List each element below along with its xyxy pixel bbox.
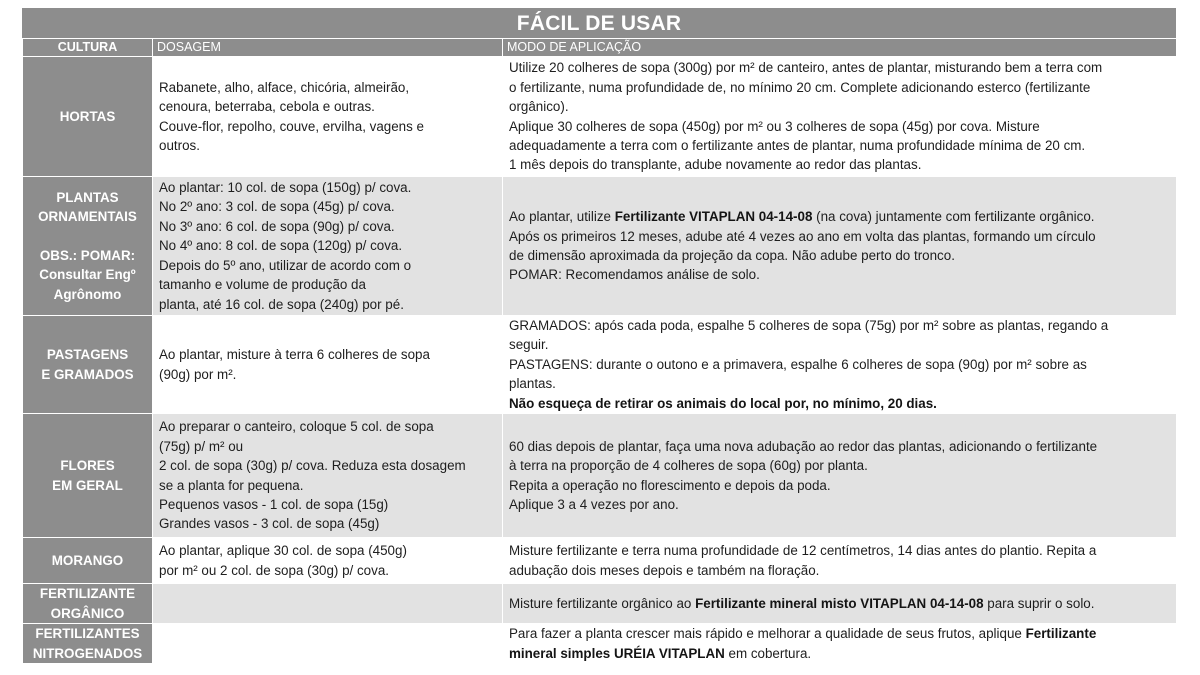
modo-line: plantas. (509, 376, 556, 392)
modo-line: de dimensão aproximada da projeção da copa. Não adube perto do tronco. (509, 248, 955, 263)
dosagem-line: Ao plantar: 10 col. de sopa (150g) p/ cova. (159, 180, 412, 196)
header-dosagem: DOSAGEM (153, 39, 503, 57)
modo-line: Misture fertilizante e terra numa profundidade de 12 centímetros, 14 dias antes do plantio. Repita a (509, 543, 1097, 559)
dosagem-cell (153, 584, 503, 624)
crop-label: MORANGO (51, 552, 124, 568)
modo-cell (503, 316, 1177, 414)
crop-note: Agrônomo (53, 286, 122, 302)
table-row (23, 414, 1177, 538)
modo-text: Misture fertilizante orgânico ao (509, 595, 696, 611)
modo-line: 1 mês depois do transplante, adube novamente ao redor das plantas. (509, 157, 922, 173)
crop-spacer (25, 227, 150, 246)
dosagem-line: No 3º ano: 6 col. de sopa (90g) p/ cova. (159, 218, 395, 234)
dosagem-line: cenoura, beterraba, cebola e outras. (159, 99, 375, 115)
modo-text: Ao plantar, utilize (509, 209, 615, 225)
modo-cell (503, 624, 1177, 664)
crop-cell (23, 414, 153, 538)
dosagem-line: tamanho e volume de produção da (159, 277, 366, 293)
modo-line: seguir. (509, 337, 549, 353)
usage-table-sheet (22, 8, 1176, 664)
modo-line (509, 594, 1170, 613)
modo-line: orgânico). (509, 99, 569, 115)
dosagem-line: Couve-flor, repolho, couve, ervilha, vagens e (159, 118, 424, 134)
table-row (23, 584, 1177, 624)
header-row (23, 39, 1177, 57)
dosagem-line: Ao plantar, aplique 30 col. de sopa (450g) (159, 543, 407, 559)
table-row (23, 177, 1177, 316)
crop-label: HORTAS (59, 108, 116, 124)
modo-line: 60 dias depois de plantar, faça uma nova adubação ao redor das plantas, adicionando o fertilizante (509, 438, 1098, 454)
product-name: Fertilizante (1025, 626, 1097, 642)
dosagem-cell (153, 414, 503, 538)
dosagem-line: Grandes vasos - 3 col. de sopa (45g) (159, 516, 380, 532)
modo-line: adequadamente a terra com o fertilizante antes de plantar, numa profundidade mínima de 20 cm. (509, 137, 1086, 153)
table-row (23, 57, 1177, 177)
crop-cell (23, 624, 153, 664)
dosagem-line: Ao plantar, misture à terra 6 colheres de sopa (159, 347, 430, 363)
dosagem-cell (153, 624, 503, 664)
product-name: mineral simples URÉIA VITAPLAN (509, 645, 725, 661)
crop-note: OBS.: POMAR: (39, 247, 136, 263)
dosagem-line: 2 col. de sopa (30g) p/ cova. Reduza esta dosagem (159, 458, 466, 474)
usage-table (22, 38, 1177, 664)
modo-line (509, 394, 1170, 413)
modo-line: à terra na proporção de 4 colheres de sopa (60g) por planta. (509, 458, 868, 474)
modo-text: (na cova) juntamente com fertilizante orgânico. (812, 209, 1095, 225)
crop-label: EM GERAL (52, 477, 123, 493)
crop-label: E GRAMADOS (41, 366, 134, 382)
dosagem-line: planta, até 16 col. de sopa (240g) por pé. (159, 296, 404, 312)
modo-line: GRAMADOS: após cada poda, espalhe 5 colheres de sopa (75g) por m² sobre as plantas, regando a (509, 318, 1109, 333)
product-name: Fertilizante mineral misto VITAPLAN 04-14-08 (695, 595, 984, 611)
dosagem-cell (153, 316, 503, 414)
modo-line: o fertilizante, numa profundidade de, no mínimo 20 cm. Complete adicionando esterco (fertilizante (509, 79, 1091, 95)
crop-note: Consultar Engº (39, 267, 136, 283)
modo-line (509, 207, 1170, 226)
dosagem-line: Ao preparar o canteiro, coloque 5 col. de sopa (159, 419, 434, 435)
dosagem-line: No 2º ano: 3 col. de sopa (45g) p/ cova. (159, 199, 395, 215)
modo-cell (503, 177, 1177, 316)
modo-line: Utilize 20 colheres de sopa (300g) por m² de canteiro, antes de plantar, misturando bem a terra com (509, 60, 1103, 76)
modo-cell (503, 584, 1177, 624)
modo-line: Aplique 30 colheres de sopa (450g) por m² ou 3 colheres de sopa (45g) por cova. Misture (509, 118, 1040, 134)
dosagem-line: Pequenos vasos - 1 col. de sopa (15g) (159, 496, 389, 512)
modo-cell (503, 57, 1177, 177)
dosagem-line: Rabanete, alho, alface, chicória, almeirão, (159, 79, 410, 95)
crop-label: NITROGENADOS (32, 645, 143, 661)
modo-line: Repita a operação no florescimento e depois da poda. (509, 477, 831, 493)
modo-cell (503, 414, 1177, 538)
dosagem-line: por m² ou 2 col. de sopa (30g) p/ cova. (159, 562, 389, 578)
dosagem-line: Depois do 5º ano, utilizar de acordo com o (159, 257, 412, 273)
dosagem-line: outros. (159, 137, 200, 153)
dosagem-line: se a planta for pequena. (159, 477, 304, 493)
crop-cell (23, 584, 153, 624)
crop-cell (23, 538, 153, 584)
crop-label: FLORES (60, 458, 115, 474)
crop-cell (23, 316, 153, 414)
header-modo: MODO DE APLICAÇÃO (503, 39, 1177, 57)
modo-line: adubação dois meses depois e também na floração. (509, 562, 820, 578)
dosagem-cell (153, 177, 503, 316)
modo-line: PASTAGENS: durante o outono e a primavera, espalhe 6 colheres de sopa (90g) por m² sobre as (509, 356, 1087, 372)
table-row (23, 538, 1177, 584)
crop-label: ORNAMENTAIS (38, 209, 137, 225)
modo-line: Aplique 3 a 4 vezes por ano. (509, 496, 679, 512)
crop-label: ORGÂNICO (50, 605, 125, 621)
table-row (23, 316, 1177, 414)
dosagem-cell (153, 57, 503, 177)
modo-text: em cobertura. (724, 645, 812, 661)
crop-label: PLANTAS (56, 189, 119, 205)
modo-text: para suprir o solo. (983, 595, 1095, 611)
dosagem-line: (90g) por m². (159, 366, 237, 382)
dosagem-cell (153, 538, 503, 584)
product-name: Fertilizante VITAPLAN 04-14-08 (614, 209, 813, 225)
modo-text: Para fazer a planta crescer mais rápido e melhorar a qualidade de seus frutos, aplique (509, 626, 1026, 642)
header-cultura: CULTURA (23, 39, 153, 57)
crop-cell (23, 57, 153, 177)
table-title: FÁCIL DE USAR (22, 8, 1176, 38)
dosagem-line: No 4º ano: 8 col. de sopa (120g) p/ cova. (159, 238, 403, 254)
crop-cell (23, 177, 153, 316)
modo-cell (503, 538, 1177, 584)
modo-line: Após os primeiros 12 meses, adube até 4 vezes ao ano em volta das plantas, formando um círculo (509, 228, 1096, 244)
table-row (23, 624, 1177, 664)
warning-text: Não esqueça de retirar os animais do local por, no mínimo, 20 dias. (509, 395, 937, 411)
crop-label: FERTILIZANTE (39, 586, 136, 602)
crop-label: FERTILIZANTES (35, 626, 140, 642)
dosagem-line: (75g) p/ m² ou (159, 438, 244, 454)
modo-line: POMAR: Recomendamos análise de solo. (509, 267, 760, 283)
crop-label: PASTAGENS (46, 347, 129, 363)
modo-line (509, 624, 1170, 643)
modo-line (509, 644, 1170, 663)
